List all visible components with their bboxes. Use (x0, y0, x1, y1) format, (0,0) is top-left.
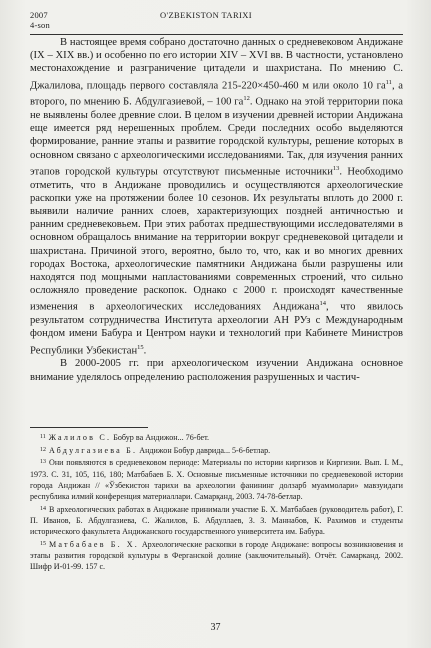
p1-text-d: . Необходимо отметить, что в Андижане проводились и осуществляются археологические раскопки уже на протяжении более 10 сезонов. Их результаты вплоть до 2000 г. выявили наличие ранних слоев, характеризующих поздней античностью и ранним средневековьем. При этих работах предшествующими исследователями в основном обращалось внимание на территории вокруг средневековой цитадели и шахристана. Причиной этого, вероятно, было то, что, как и во многих древних городах Востока, археологические памятники Андижана были разрушены или находятся под мощными напластованиями современных строений, что сильно осложняло проведение раскопок. Однако с 2000 г. происходят качественные изменения в археологических исследованиях Андижана (30, 166, 403, 313)
footnote-text: В археологических работах в Андижане принимали участие Б. Х. Матбабаев (руководитель работ), Г. П. Иванов, Б. Абдулгазиева, С. Жалилов, Б. Абдуллаев, З. З. Маннабов, К. Рахимов и студенты исторического факультета Андижанского государственного университета им. Бабура. (30, 504, 403, 537)
footnote-11 (30, 432, 403, 443)
p1-text-f: . (143, 345, 147, 357)
p1-text-a: В настоящее время собрано достаточно данных о средневековом Андижане (IX – XIX вв.) и особенно по его истории XIV – XVI вв. В частности, установлено местонахождение и разграничение цитадели и шахристана. По мнению С. Джалилова, площадь первого составляла 215-220×450-460 м или около 10 га (30, 37, 403, 92)
footnote-author: Абдулгазиева Б. (49, 445, 138, 455)
footnote-author: Матбабаев Б. Х. (49, 539, 140, 549)
paragraph-1 (30, 36, 403, 357)
footnote-ref-13: 13 (332, 164, 340, 172)
footnote-number: 13 (40, 459, 46, 466)
footnote-15 (30, 539, 403, 573)
running-header-left (30, 10, 50, 30)
header-year: 2007 (30, 10, 48, 20)
footnote-13 (30, 457, 403, 502)
footnote-12 (30, 445, 403, 456)
footnote-text: Археологические раскопки в городе Андижане: вопросы возникновения и этапы развития городской культуры в Ферганской долине (заключительный). Отчёт. Самарканд. 2002. Шифр И-01-99. 157 с. (30, 539, 404, 572)
footnote-text: Они появляются в средневековом периоде: Материалы по истории киргизов и Киргизии. Вып. I. М., 1973. С. 31, 105, 116, 180; Матбабаев Б. Х. Основные письменные источники по средневековой истории города Андижан // «Ўзбекистон тарихи ва археологии фанининг долзарб муаммолари» мавзуидаги республика илмий конференция материаллари. Самарқанд, 2003. 74-78-бетлар. (30, 458, 403, 502)
p1-text-e: , что явилось результатом сотрудничества Института археологии АН РУз с Международным фондом имени Бабура и Центром науки и технологий при Кабинете Министров Республики Узбекистан (30, 301, 403, 357)
footnote-author: Жалилов С. (48, 433, 112, 442)
journal-title: O'ZBEKISTON TARIXI (160, 10, 253, 20)
header-rule (30, 34, 403, 35)
page-number: 37 (210, 622, 221, 633)
p1-text-c: . Однако на этой территории пока не выявлены более древние слои. В целом в изучении древней истории Андижана еще имеется ряд нерешенных проблем. Среди последних особо выделяются формирование, ранние этапы и развитие городской культуры, решение которых в основном связано с археологическими исследованиями. Так, для изучения ранних этапов городской культуры отсутствуют письменные источники (30, 96, 403, 178)
footnote-ref-14: 14 (319, 300, 326, 308)
footnotes (30, 432, 403, 574)
footnote-text: Андижон Бобур даврида... 5-6-бетлар. (137, 445, 271, 455)
footnote-ref-11: 11 (385, 78, 392, 86)
footnote-number: 14 (40, 505, 46, 512)
article-body (30, 36, 403, 384)
footnote-number: 15 (40, 540, 46, 547)
footnote-number: 12 (40, 446, 46, 453)
footnote-text: Бобур ва Андижон... 76-бет. (111, 433, 210, 442)
footnote-number: 11 (40, 434, 46, 440)
p1-text-b: , а второго, по мнению Б. Абдулгазиевой, – 100 га (30, 80, 403, 108)
footnote-ref-12: 12 (243, 95, 250, 103)
paragraph-2: В 2000-2005 гг. при археологическом изучении Андижана основное внимание уделялось определению расположения разрушенных и частич- (30, 358, 403, 383)
footnote-rule (30, 427, 148, 428)
header-issue: 4-son (30, 20, 50, 30)
footnote-ref-15: 15 (137, 343, 144, 351)
footnote-14 (30, 504, 403, 538)
